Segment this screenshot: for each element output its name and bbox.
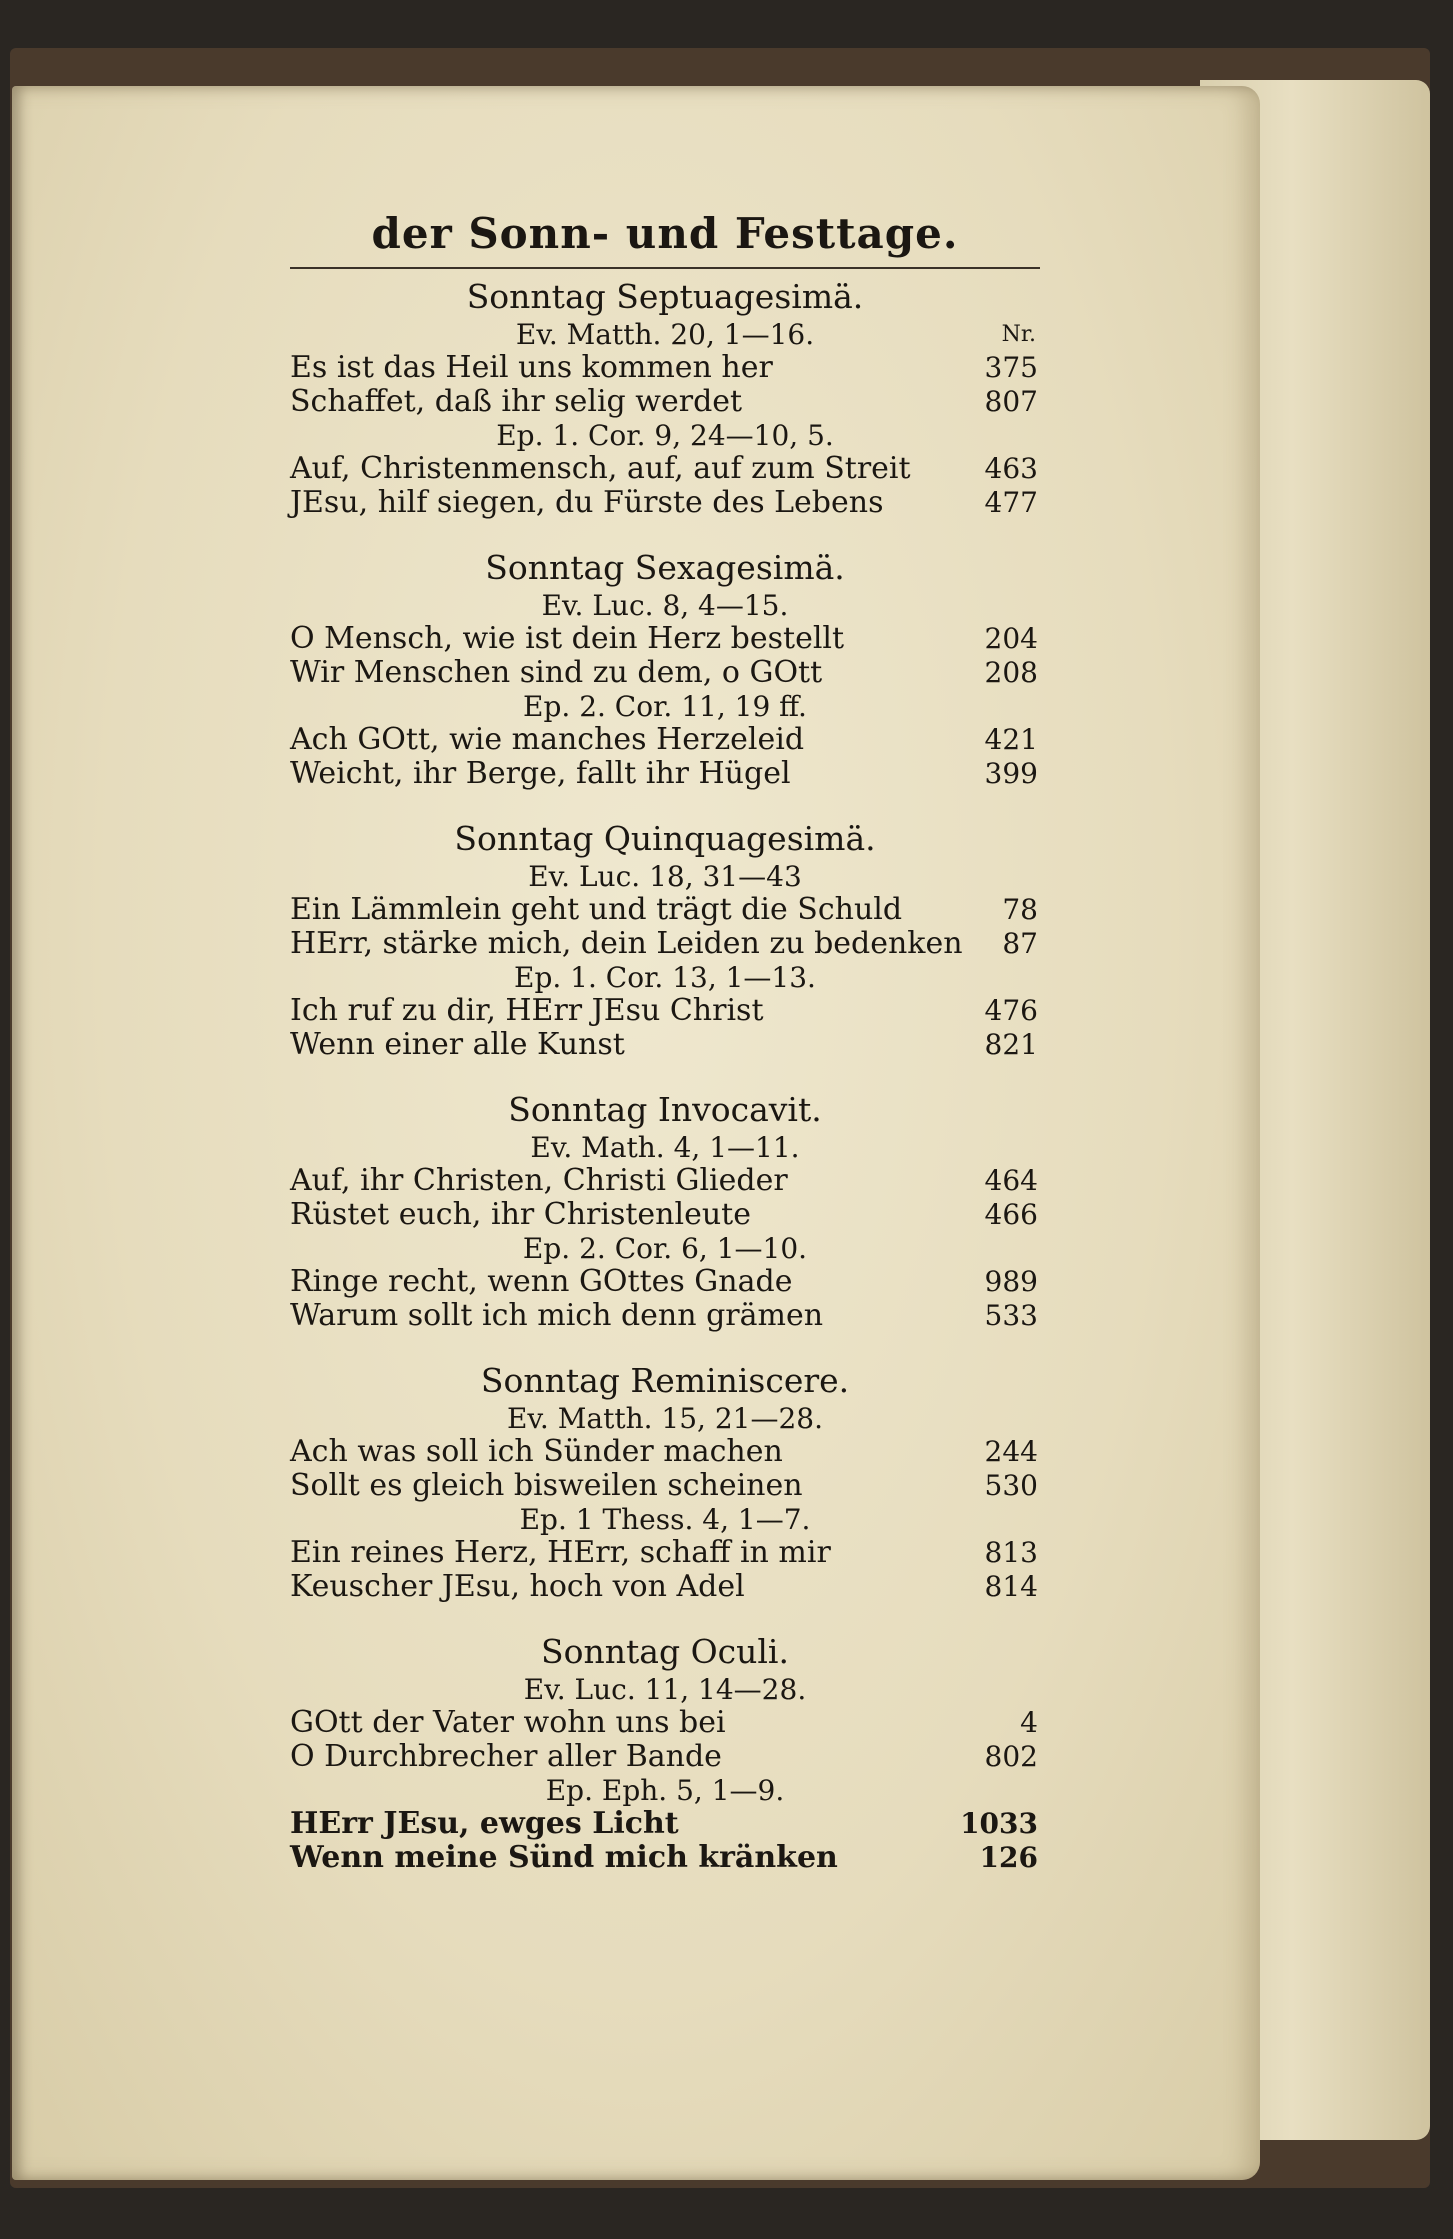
hymn-title: Rüstet euch, ihr Christenleute — [290, 1197, 751, 1232]
hymn-number: 4 — [1020, 1706, 1038, 1739]
section-heading: Sonntag Sexagesimä. — [485, 548, 845, 587]
hymn-row — [290, 1435, 1040, 1469]
epistle-reference — [290, 1774, 1040, 1807]
section-heading: Sonntag Reminiscere. — [480, 1361, 850, 1400]
hymn-number: 421 — [984, 723, 1038, 756]
hymn-number: 126 — [979, 1841, 1038, 1874]
hymn-number: 813 — [984, 1536, 1038, 1569]
section-heading: Sonntag Oculi. — [541, 1632, 789, 1671]
epistle-reference — [290, 1232, 1040, 1265]
hymn-title: Keuscher JEsu, hoch von Adel — [290, 1569, 745, 1604]
hymn-row — [290, 1706, 1040, 1740]
hymn-number: 78 — [1002, 893, 1038, 926]
hymn-number: 530 — [984, 1469, 1038, 1502]
gospel-reference — [290, 1402, 1040, 1435]
hymn-row — [290, 1299, 1040, 1333]
hymn-row — [290, 1570, 1040, 1604]
lesson-text: Ep. 2. Cor. 6, 1—10. — [522, 1232, 808, 1265]
hymn-number: 208 — [984, 656, 1038, 689]
hymn-title: Weicht, ihr Berge, fallt ihr Hügel — [290, 756, 791, 791]
section-heading: Sonntag Quinquagesimä. — [454, 819, 876, 858]
hymn-row — [290, 757, 1040, 791]
hymn-row — [290, 1028, 1040, 1062]
hymn-title: Wir Menschen sind zu dem, o GOtt — [290, 655, 823, 690]
hymn-row — [290, 1740, 1040, 1774]
section-heading: Sonntag Septuagesimä. — [466, 277, 864, 316]
hymn-title: Ein reines Herz, HErr, schaff in mir — [290, 1535, 831, 1570]
hymn-row — [290, 452, 1040, 486]
hymn-row — [290, 385, 1040, 419]
hymn-row — [290, 1807, 1040, 1841]
hymn-row — [290, 1841, 1040, 1875]
lesson-text: Ev. Luc. 8, 4—15. — [541, 589, 789, 622]
hymn-number: 463 — [984, 452, 1038, 485]
lesson-text: Ev. Math. 4, 1—11. — [530, 1131, 800, 1164]
hymn-title: O Mensch, wie ist dein Herz bestellt — [290, 621, 845, 656]
hymn-row — [290, 622, 1040, 656]
page-content — [290, 205, 1040, 1875]
hymn-number: 399 — [984, 757, 1038, 790]
hymn-number: 814 — [984, 1570, 1038, 1603]
lesson-text: Ev. Matth. 15, 21—28. — [506, 1402, 824, 1435]
lesson-text: Ev. Luc. 11, 14—28. — [523, 1673, 807, 1706]
hymn-title: JEsu, hilf siegen, du Fürste des Lebens — [290, 485, 884, 520]
lesson-text: Ep. 1. Cor. 9, 24—10, 5. — [496, 419, 834, 452]
hymn-title: Sollt es gleich bisweilen scheinen — [290, 1468, 803, 1503]
hymn-title: HErr JEsu, ewges Licht — [290, 1806, 679, 1841]
hymn-row — [290, 1164, 1040, 1198]
epistle-reference — [290, 961, 1040, 994]
section-heading: Sonntag Invocavit. — [508, 1090, 822, 1129]
hymn-title: Ach GOtt, wie manches Herzeleid — [290, 722, 805, 757]
gospel-reference — [290, 860, 1040, 893]
hymn-title: HErr, stärke mich, dein Leiden zu bedenken — [290, 926, 963, 961]
lesson-text: Ep. 1 Thess. 4, 1—7. — [519, 1503, 811, 1536]
hymn-title: Auf, Christenmensch, auf, auf zum Streit — [290, 451, 911, 486]
gospel-reference — [290, 318, 1040, 351]
hymn-row — [290, 1469, 1040, 1503]
hymn-title: Ich ruf zu dir, HErr JEsu Christ — [290, 993, 764, 1028]
hymn-title: Ach was soll ich Sünder machen — [290, 1434, 783, 1469]
lesson-text: Ev. Matth. 20, 1—16. — [515, 318, 815, 351]
number-column-header: Nr. — [1001, 322, 1036, 347]
epistle-reference — [290, 419, 1040, 452]
hymn-title: Wenn meine Sünd mich kränken — [290, 1840, 838, 1875]
hymn-number: 802 — [984, 1740, 1038, 1773]
epistle-reference — [290, 1503, 1040, 1536]
hymn-number: 244 — [984, 1435, 1038, 1468]
hymn-row — [290, 893, 1040, 927]
hymn-row — [290, 1198, 1040, 1232]
hymn-title: Es ist das Heil uns kommen her — [290, 350, 773, 385]
hymn-number: 1033 — [960, 1807, 1038, 1840]
lesson-text: Ep. 2. Cor. 11, 19 ff. — [523, 690, 807, 723]
title-rule — [290, 267, 1040, 269]
hymn-row — [290, 723, 1040, 757]
hymn-number: 989 — [984, 1265, 1038, 1298]
hymn-row — [290, 1536, 1040, 1570]
hymn-title: Warum sollt ich mich denn grämen — [290, 1298, 824, 1333]
epistle-reference — [290, 690, 1040, 723]
hymn-number: 807 — [984, 385, 1038, 418]
hymn-row — [290, 927, 1040, 961]
hymn-row — [290, 994, 1040, 1028]
hymn-number: 477 — [984, 486, 1038, 519]
hymn-number: 476 — [984, 994, 1038, 1027]
lesson-text: Ev. Luc. 18, 31—43 — [528, 860, 802, 893]
hymn-number: 533 — [984, 1299, 1038, 1332]
hymn-title: Wenn einer alle Kunst — [290, 1027, 625, 1062]
hymn-number: 821 — [984, 1028, 1038, 1061]
hymn-row — [290, 1265, 1040, 1299]
hymn-title: Schaffet, daß ihr selig werdet — [290, 384, 743, 419]
hymn-number: 464 — [984, 1164, 1038, 1197]
running-title: der Sonn- und Festtage. — [371, 209, 959, 258]
hymn-row — [290, 351, 1040, 385]
hymn-title: Auf, ihr Christen, Christi Glieder — [290, 1163, 788, 1198]
gospel-reference — [290, 1131, 1040, 1164]
hymn-title: Ein Lämmlein geht und trägt die Schuld — [290, 892, 903, 927]
hymn-number: 87 — [1002, 927, 1038, 960]
hymn-number: 204 — [984, 622, 1038, 655]
gospel-reference — [290, 589, 1040, 622]
hymn-number: 375 — [984, 351, 1038, 384]
hymn-title: GOtt der Vater wohn uns bei — [290, 1705, 726, 1740]
gospel-reference — [290, 1673, 1040, 1706]
hymn-title: Ringe recht, wenn GOttes Gnade — [290, 1264, 793, 1299]
hymn-row — [290, 656, 1040, 690]
lesson-text: Ep. Eph. 5, 1—9. — [545, 1774, 785, 1807]
hymn-row — [290, 486, 1040, 520]
lesson-text: Ep. 1. Cor. 13, 1—13. — [514, 961, 816, 994]
hymn-number: 466 — [984, 1198, 1038, 1231]
hymn-title: O Durchbrecher aller Bande — [290, 1739, 722, 1774]
